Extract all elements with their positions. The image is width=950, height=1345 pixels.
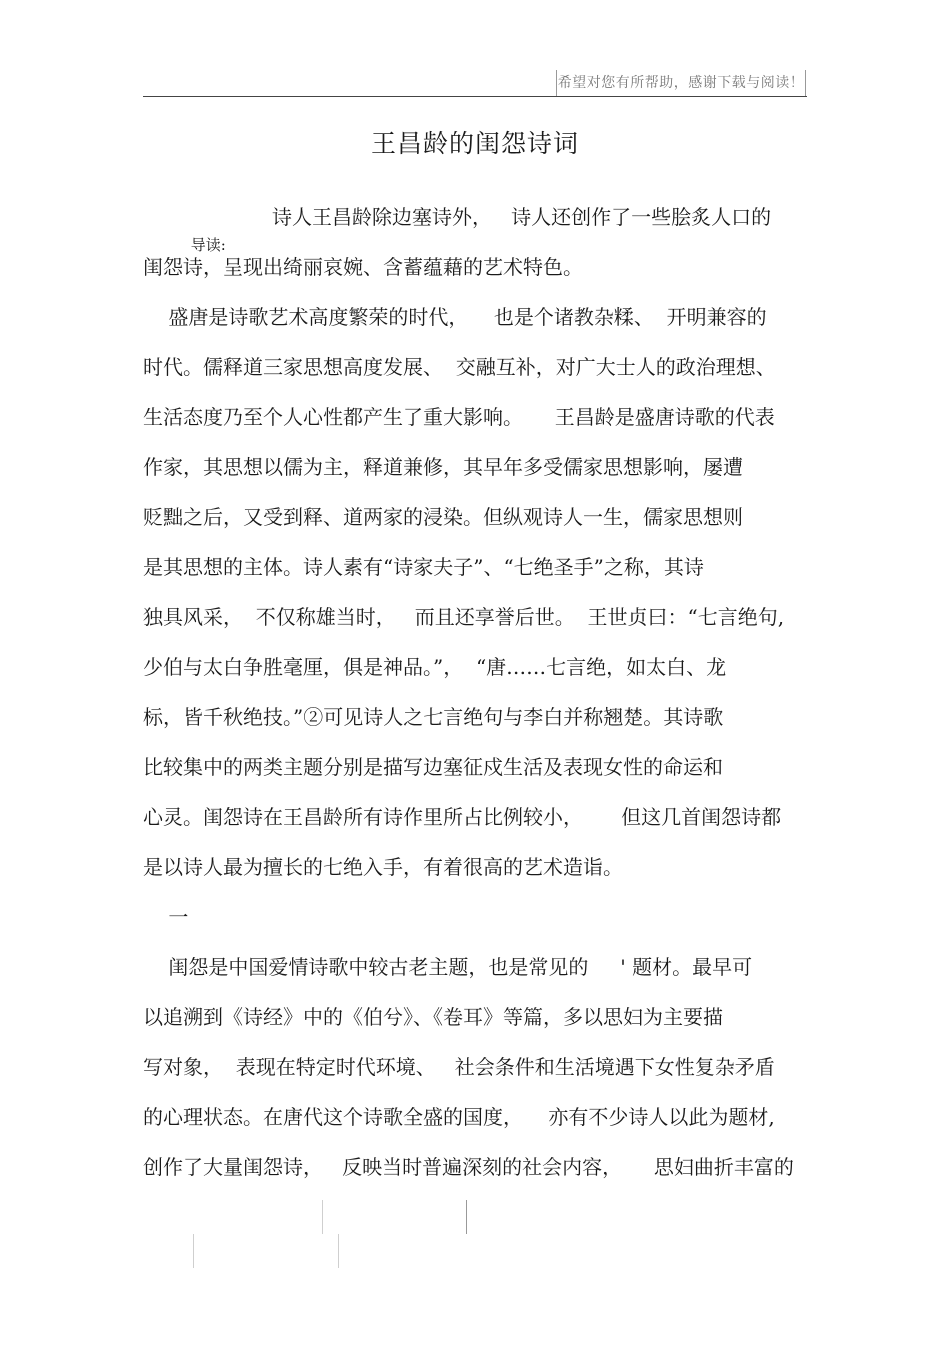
body-line: 创作了大量闺怨诗， 反映当时普遍深刻的社会内容， 思妇曲折丰富的 — [143, 1155, 794, 1179]
body-line: 心灵。闺怨诗在王昌龄所有诗作里所占比例较小， 但这几首闺怨诗都 — [143, 805, 782, 829]
body-line: 贬黜之后，又受到释、道两家的浸染。但纵观诗人一生，儒家思想则 — [143, 505, 743, 529]
body-line: 盛唐是诗歌艺术高度繁荣的时代， 也是个诸教杂糅、 开明兼容的 — [143, 305, 767, 329]
intro-line-2: 闺怨诗，呈现出绮丽哀婉、含蓄蕴藉的艺术特色。 — [143, 255, 583, 279]
scan-fragment-line — [193, 1234, 194, 1268]
body-line: 作家，其思想以儒为主，释道兼修，其早年多受儒家思想影响，屡遭 — [143, 455, 743, 479]
body-line: 以追溯到《诗经》中的《伯兮》、《卷耳》等篇，多以思妇为主要描 — [143, 1005, 723, 1029]
body-line: 的心理状态。在唐代这个诗歌全盛的国度， 亦有不少诗人以此为题材, — [143, 1105, 775, 1129]
body-line: 是以诗人最为擅长的七绝入手，有着很高的艺术造诣。 — [143, 855, 623, 879]
document-title: 王昌龄的闺怨诗词 — [370, 129, 579, 158]
scan-fragment-line — [466, 1200, 467, 1234]
scan-fragment-line — [338, 1234, 339, 1268]
body-line: 比较集中的两类主题分别是描写边塞征戍生活及表现女性的命运和 — [143, 755, 723, 779]
body-line: 闺怨是中国爱情诗歌中较古老主题，也是常见的 ' 题材。最早可 — [143, 955, 753, 979]
body-line: 独具风采， 不仅称雄当时， 而且还享誉后世。 王世贞曰：“七言绝句, — [143, 605, 785, 629]
body-line: 标，皆千秋绝技。”②可见诗人之七言绝句与李白并称翘楚。其诗歌 — [143, 705, 724, 729]
body-line: 时代。儒释道三家思想高度发展、 交融互补，对广大士人的政治理想、 — [143, 355, 776, 379]
body-line: 少伯与太白争胜毫厘，俱是神品。”， “唐……七言绝，如太白、龙 — [143, 655, 727, 679]
header-divider — [143, 96, 807, 97]
body-line: 生活态度乃至个人心性都产生了重大影响。 王昌龄是盛唐诗歌的代表 — [143, 405, 775, 429]
header-note: 希望对您有所帮助，感谢下载与阅读！ — [556, 70, 806, 96]
intro-line-1: 诗人王昌龄除边塞诗外， 诗人还创作了一些脍炙人口的 — [272, 205, 772, 229]
intro-label — [178, 204, 226, 254]
intro-label-text: 导读: — [190, 236, 226, 254]
scan-fragment-line — [322, 1200, 323, 1234]
body-line: 写对象， 表现在特定时代环境、 社会条件和生活境遇下女性复杂矛盾 — [143, 1055, 775, 1079]
section-number: 一 — [143, 905, 189, 929]
body-line: 是其思想的主体。诗人素有“诗家夫子”、“七绝圣手”之称，其诗 — [143, 555, 704, 579]
